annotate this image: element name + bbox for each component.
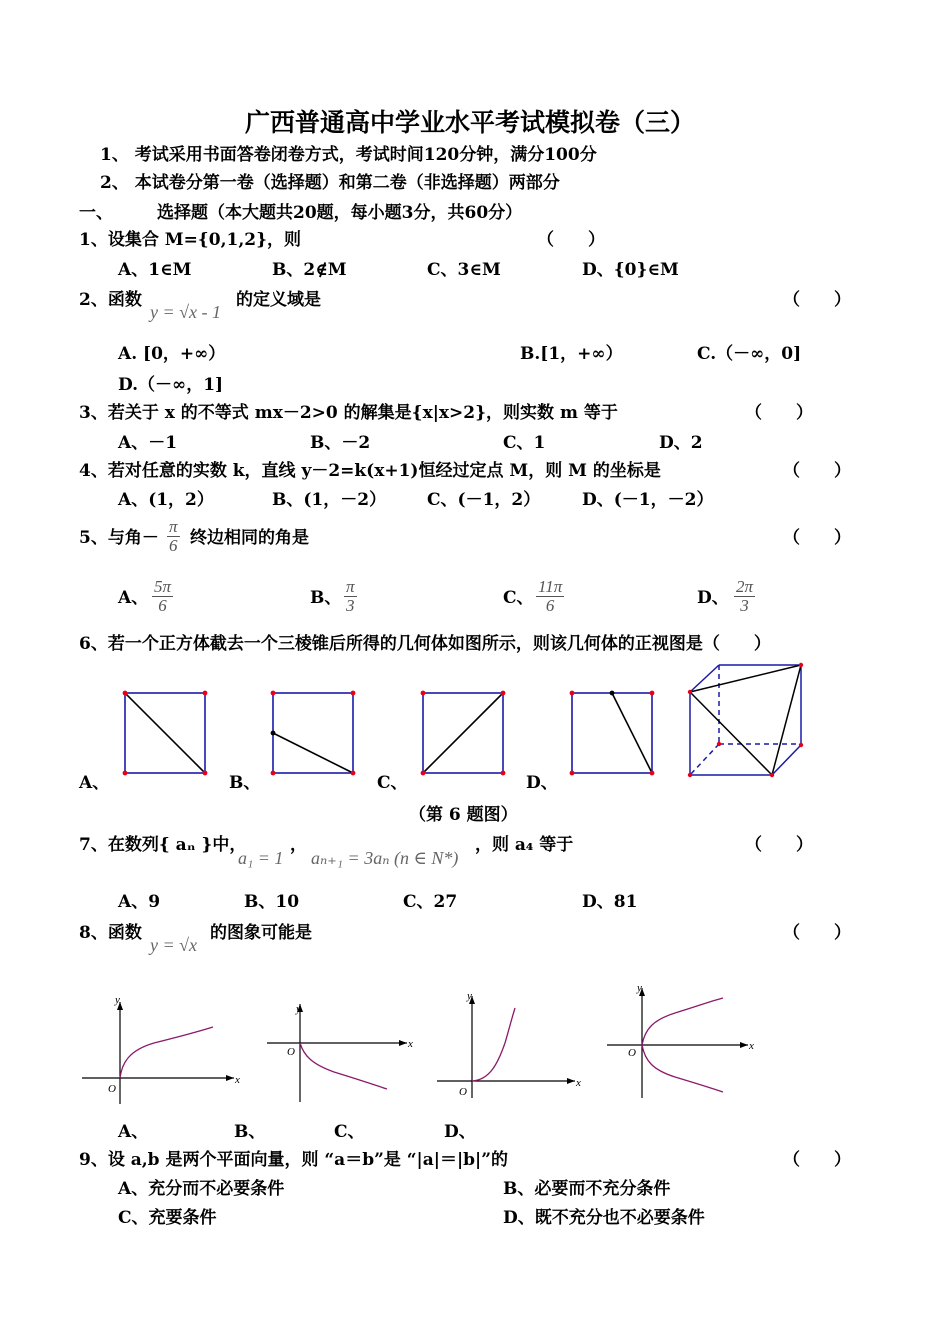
q8-c-x-label: x xyxy=(576,1077,581,1089)
q4-bracket: （ ） xyxy=(783,461,851,481)
q7-stem-prefix: 7、在数列{ aₙ }中， xyxy=(79,835,247,855)
q5-option-b-numerator: π xyxy=(346,577,355,596)
q9-option-c: C、充要条件 xyxy=(118,1208,217,1228)
q5-option-d-label: D、 xyxy=(697,588,729,608)
q6-figure-caption: （第 6 题图） xyxy=(409,805,518,825)
q8-stem-suffix: 的图象可能是 xyxy=(210,923,312,943)
q4-option-c: C、(－1，2） xyxy=(427,490,541,510)
q1-option-b: B、2∉M xyxy=(272,260,347,280)
q8-c-origin-label: O xyxy=(459,1086,467,1098)
q2-option-c: C.（－∞，0] xyxy=(697,344,802,364)
q8-b-y-label: y xyxy=(296,1003,301,1015)
q6-figure-b xyxy=(268,688,358,778)
q8-a-x-label: x xyxy=(235,1074,240,1086)
q1-bracket: （ ） xyxy=(537,230,605,250)
q5-option-c-label: C、 xyxy=(503,588,534,608)
q5-option-a-numerator: 5π xyxy=(154,577,172,596)
q1-option-a: A、1∈M xyxy=(118,260,192,280)
q8-stem-prefix: 8、函数 xyxy=(79,923,142,943)
q5-option-d-fraction xyxy=(734,578,755,615)
q5-stem-suffix: 终边相同的角是 xyxy=(190,528,309,548)
q2-option-b: B.[1，+∞） xyxy=(520,344,623,364)
note-2: 2、 本试卷分第一卷（选择题）和第二卷（非选择题）两部分 xyxy=(100,173,560,193)
q2-option-d: D.（－∞，1] xyxy=(118,375,224,395)
q5-option-d-denominator: 3 xyxy=(740,596,749,615)
q3-bracket: （ ） xyxy=(745,403,813,423)
section-heading: 选择题（本大题共20题，每小题3分，共60分） xyxy=(157,203,523,223)
q5-option-d-numerator: 2π xyxy=(736,577,754,596)
q6-figure-a xyxy=(120,688,210,778)
q8-b-origin-label: O xyxy=(287,1046,295,1058)
q8-formula: y = √x xyxy=(150,935,198,955)
note-1: 1、 考试采用书面答卷闭卷方式，考试时间120分钟，满分100分 xyxy=(100,145,597,165)
q5-stem-fraction xyxy=(167,518,180,555)
q6-option-d-label: D、 xyxy=(526,773,558,793)
q3-option-c: C、1 xyxy=(503,433,546,453)
q7-option-b: B、10 xyxy=(244,892,300,912)
q5-stem-denominator: 6 xyxy=(169,536,178,555)
q5-option-b-fraction xyxy=(344,578,357,615)
q1-option-d: D、{0}∈M xyxy=(582,260,679,280)
q9-option-b: B、必要而不充分条件 xyxy=(503,1179,671,1199)
q6-figure-d xyxy=(567,688,657,778)
q8-option-b-label: B、 xyxy=(234,1122,266,1142)
q6-solid-figure xyxy=(683,660,808,785)
q6-stem: 6、若一个正方体截去一个三棱锥后所得的几何体如图所示，则该几何体的正视图是（ ） xyxy=(79,634,771,654)
q1-option-c: C、3∈M xyxy=(427,260,501,280)
q8-graph-c xyxy=(435,988,590,1100)
q5-option-c-fraction xyxy=(536,578,564,615)
q4-option-b: B、(1，－2） xyxy=(272,490,387,510)
q2-stem-suffix: 的定义域是 xyxy=(236,290,321,310)
q8-option-d-label: D、 xyxy=(444,1122,476,1142)
q9-stem: 9、设 a,b 是两个平面向量，则 “a＝b”是 “|a|＝|b|”的 xyxy=(79,1150,508,1170)
q8-graph-d xyxy=(605,982,765,1102)
q5-option-a-label: A、 xyxy=(118,588,149,608)
q5-option-b-label: B、 xyxy=(310,588,342,608)
q7-option-d: D、81 xyxy=(582,892,638,912)
q6-option-a-label: A、 xyxy=(79,773,110,793)
q8-bracket: （ ） xyxy=(783,923,851,943)
q2-option-a: A. [0，+∞） xyxy=(118,344,226,364)
q5-option-c-denominator: 6 xyxy=(545,596,555,615)
q8-graph-a xyxy=(82,992,252,1107)
q2-bracket: （ ） xyxy=(783,290,851,310)
q7-formula-2: aₙ₊₁ = 3aₙ (n ∈ N*) xyxy=(311,848,459,868)
page-title: 广西普通高中学业水平考试模拟卷（三） xyxy=(245,108,696,137)
q7-option-a: A、9 xyxy=(118,892,161,912)
q8-a-origin-label: O xyxy=(108,1083,116,1095)
q1-stem: 1、设集合 M={0,1,2}，则 xyxy=(79,230,301,250)
q8-option-c-label: C、 xyxy=(334,1122,365,1142)
q9-bracket: （ ） xyxy=(783,1150,851,1170)
q9-option-d: D、既不充分也不必要条件 xyxy=(503,1208,705,1228)
q7-comma: ， xyxy=(290,835,307,855)
q6-figure-c xyxy=(418,688,508,778)
q6-option-c-label: C、 xyxy=(377,773,408,793)
q4-option-a: A、(1，2） xyxy=(118,490,214,510)
q5-stem-numerator: π xyxy=(169,517,178,536)
q9-option-a: A、充分而不必要条件 xyxy=(118,1179,285,1199)
q8-d-origin-label: O xyxy=(628,1047,636,1059)
q8-graph-b xyxy=(262,1000,422,1110)
q7-option-c: C、27 xyxy=(403,892,458,912)
q5-option-a-denominator: 6 xyxy=(158,596,167,615)
q2-stem-prefix: 2、函数 xyxy=(79,290,142,310)
q3-option-d: D、2 xyxy=(659,433,703,453)
q4-option-d: D、(－1，－2） xyxy=(582,490,714,510)
q3-option-a: A、－1 xyxy=(118,433,178,453)
q5-option-a-fraction xyxy=(152,578,173,615)
section-number: 一、 xyxy=(79,203,113,223)
q8-b-x-label: x xyxy=(408,1038,413,1050)
q8-c-y-label: y xyxy=(467,990,472,1002)
q5-option-b-denominator: 3 xyxy=(346,596,355,615)
q2-formula: y = √x - 1 xyxy=(150,302,221,322)
q3-option-b: B、－2 xyxy=(310,433,371,453)
q8-d-y-label: y xyxy=(637,982,642,994)
q5-option-c-numerator: 11π xyxy=(538,577,563,596)
q6-option-b-label: B、 xyxy=(229,773,261,793)
q5-stem-prefix: 5、与角－ xyxy=(79,528,159,548)
q7-stem-suffix: ，则 a₄ 等于 xyxy=(475,835,574,855)
q5-bracket: （ ） xyxy=(783,528,851,548)
q8-d-x-label: x xyxy=(749,1040,754,1052)
q7-bracket: （ ） xyxy=(745,835,813,855)
q8-option-a-label: A、 xyxy=(118,1122,149,1142)
q7-formula-1: a₁ = 1 xyxy=(238,848,284,868)
q3-stem: 3、若关于 x 的不等式 mx－2>0 的解集是{x|x>2}，则实数 m 等于 xyxy=(79,403,618,423)
q4-stem: 4、若对任意的实数 k，直线 y－2=k(x+1)恒经过定点 M，则 M 的坐标是 xyxy=(79,461,661,481)
q8-a-y-label: y xyxy=(115,994,120,1006)
